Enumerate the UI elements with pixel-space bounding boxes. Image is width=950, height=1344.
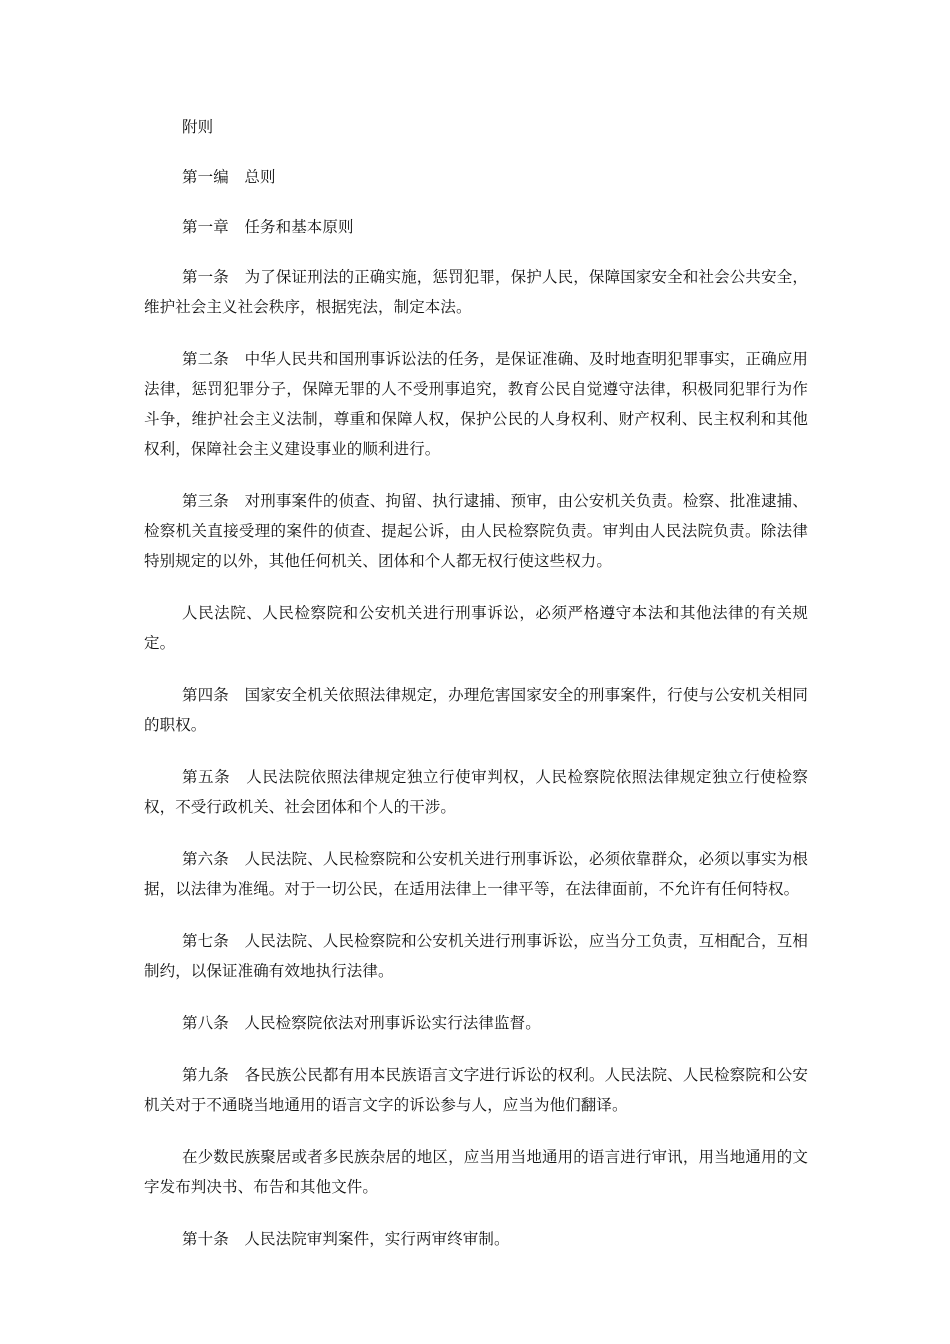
chapter-heading: 第一章 任务和基本原则 <box>182 218 354 236</box>
article-5: 第五条 人民法院依照法律规定独立行使审判权，人民检察院依照法律规定独立行使检察权，不受行政机关、社会团体和个人的干涉。 <box>144 768 808 816</box>
article-3-paragraph-2: 人民法院、人民检察院和公安机关进行刑事诉讼，必须严格遵守本法和其他法律的有关规定。 <box>144 604 808 652</box>
article-3: 第三条 对刑事案件的侦查、拘留、执行逮捕、预审，由公安机关负责。检察、批准逮捕、检察机关直接受理的案件的侦查、提起公诉，由人民检察院负责。审判由人民法院负责。除法律特别规定的以外，其他任何机关、团体和个人都无权行使这些权力。 <box>144 492 808 570</box>
article-7: 第七条 人民法院、人民检察院和公安机关进行刑事诉讼，应当分工负责，互相配合，互相制约，以保证准确有效地执行法律。 <box>144 932 808 980</box>
article-2: 第二条 中华人民共和国刑事诉讼法的任务，是保证准确、及时地查明犯罪事实，正确应用法律，惩罚犯罪分子，保障无罪的人不受刑事追究，教育公民自觉遵守法律，积极同犯罪行为作斗争，维护社会主义法制，尊重和保障人权，保护公民的人身权利、财产权利、民主权利和其他权利，保障社会主义建设事业的顺利进行。 <box>144 350 808 458</box>
article-10: 第十条 人民法院审判案件，实行两审终审制。 <box>182 1230 510 1248</box>
document-body <box>144 112 808 1276</box>
article-9-paragraph-2: 在少数民族聚居或者多民族杂居的地区，应当用当地通用的语言进行审讯，用当地通用的文字发布判决书、布告和其他文件。 <box>144 1148 808 1196</box>
article-6: 第六条 人民法院、人民检察院和公安机关进行刑事诉讼，必须依靠群众，必须以事实为根据，以法律为准绳。对于一切公民，在适用法律上一律平等，在法律面前，不允许有任何特权。 <box>144 850 808 898</box>
part-heading: 第一编 总则 <box>182 168 276 186</box>
article-4: 第四条 国家安全机关依照法律规定，办理危害国家安全的刑事案件，行使与公安机关相同的职权。 <box>144 686 808 734</box>
section-heading-appendix: 附则 <box>182 118 214 136</box>
article-8: 第八条 人民检察院依法对刑事诉讼实行法律监督。 <box>182 1014 541 1032</box>
article-1: 第一条 为了保证刑法的正确实施，惩罚犯罪，保护人民，保障国家安全和社会公共安全，维护社会主义社会秩序，根据宪法，制定本法。 <box>144 268 808 316</box>
article-9: 第九条 各民族公民都有用本民族语言文字进行诉讼的权利。人民法院、人民检察院和公安机关对于不通晓当地通用的语言文字的诉讼参与人，应当为他们翻译。 <box>144 1066 808 1114</box>
